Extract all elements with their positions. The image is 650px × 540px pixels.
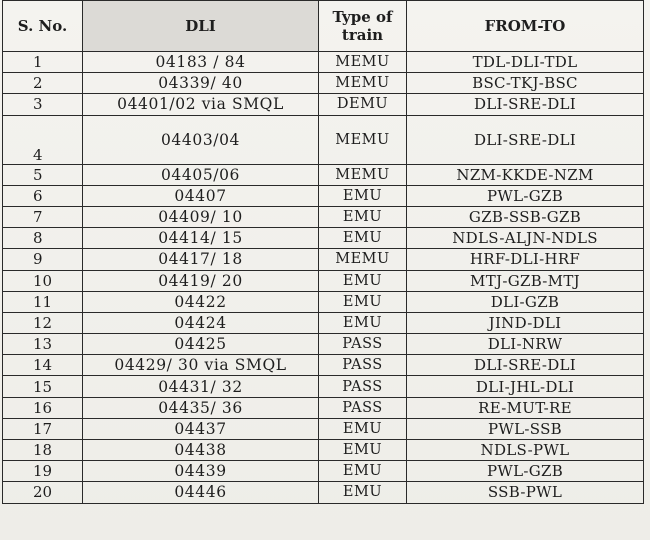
sno-cell: 15: [3, 376, 83, 397]
type-cell: MEMU: [319, 52, 407, 73]
route-cell: DLI-NRW: [407, 334, 644, 355]
type-cell: EMU: [319, 312, 407, 333]
sno-cell: 12: [3, 312, 83, 333]
dli-cell: 04183 / 84: [83, 52, 319, 73]
route-cell: PWL-SSB: [407, 418, 644, 439]
type-cell: EMU: [319, 418, 407, 439]
dli-cell: 04401/02 via SMQL: [83, 94, 319, 115]
table-row: [3, 270, 644, 291]
sno-cell: 3: [3, 94, 83, 115]
sno-cell: 16: [3, 397, 83, 418]
dli-cell: 04425: [83, 334, 319, 355]
table-row: [3, 397, 644, 418]
table-body: [3, 52, 644, 504]
header-route: FROM-TO: [407, 1, 644, 52]
route-cell: SSB-PWL: [407, 482, 644, 503]
route-cell: PWL-GZB: [407, 185, 644, 206]
type-cell: EMU: [319, 228, 407, 249]
table-row: [3, 355, 644, 376]
table-row: [3, 249, 644, 270]
sno-cell: 7: [3, 206, 83, 227]
dli-cell: 04431/ 32: [83, 376, 319, 397]
table-row: [3, 440, 644, 461]
type-cell: PASS: [319, 355, 407, 376]
table-row: [3, 73, 644, 94]
table-row: [3, 185, 644, 206]
dli-cell: 04339/ 40: [83, 73, 319, 94]
route-cell: DLI-JHL-DLI: [407, 376, 644, 397]
type-cell: EMU: [319, 291, 407, 312]
sno-cell: 10: [3, 270, 83, 291]
type-cell: EMU: [319, 185, 407, 206]
table-row: [3, 312, 644, 333]
type-cell: MEMU: [319, 164, 407, 185]
type-cell: EMU: [319, 206, 407, 227]
sno-cell: 11: [3, 291, 83, 312]
route-cell: BSC-TKJ-BSC: [407, 73, 644, 94]
type-cell: PASS: [319, 376, 407, 397]
dli-cell: 04417/ 18: [83, 249, 319, 270]
sno-cell: 5: [3, 164, 83, 185]
sno-cell: 13: [3, 334, 83, 355]
dli-cell: 04419/ 20: [83, 270, 319, 291]
table-row: [3, 94, 644, 115]
route-cell: DLI-SRE-DLI: [407, 115, 644, 164]
route-cell: NDLS-PWL: [407, 440, 644, 461]
type-cell: PASS: [319, 397, 407, 418]
dli-cell: 04446: [83, 482, 319, 503]
sno-cell: 19: [3, 461, 83, 482]
route-cell: RE-MUT-RE: [407, 397, 644, 418]
dli-cell: 04409/ 10: [83, 206, 319, 227]
route-cell: DLI-SRE-DLI: [407, 355, 644, 376]
dli-cell: 04435/ 36: [83, 397, 319, 418]
type-cell: EMU: [319, 440, 407, 461]
route-cell: TDL-DLI-TDL: [407, 52, 644, 73]
table-row: [3, 164, 644, 185]
dli-cell: 04405/06: [83, 164, 319, 185]
table-row: [3, 482, 644, 503]
dli-cell: 04407: [83, 185, 319, 206]
route-cell: PWL-GZB: [407, 461, 644, 482]
type-cell: MEMU: [319, 115, 407, 164]
route-cell: HRF-DLI-HRF: [407, 249, 644, 270]
sno-cell: 4: [3, 115, 83, 164]
dli-cell: 04424: [83, 312, 319, 333]
header-dli: DLI: [83, 1, 319, 52]
sno-cell: 6: [3, 185, 83, 206]
type-cell: PASS: [319, 334, 407, 355]
dli-cell: 04403/04: [83, 115, 319, 164]
route-cell: DLI-GZB: [407, 291, 644, 312]
sno-cell: 9: [3, 249, 83, 270]
header-type: Type of train: [319, 1, 407, 52]
dli-cell: 04438: [83, 440, 319, 461]
route-cell: JIND-DLI: [407, 312, 644, 333]
table-row: [3, 376, 644, 397]
type-cell: MEMU: [319, 73, 407, 94]
route-cell: NDLS-ALJN-NDLS: [407, 228, 644, 249]
table-row: [3, 461, 644, 482]
route-cell: GZB-SSB-GZB: [407, 206, 644, 227]
table-row: [3, 115, 644, 164]
type-cell: EMU: [319, 270, 407, 291]
sno-cell: 18: [3, 440, 83, 461]
sno-cell: 17: [3, 418, 83, 439]
route-cell: MTJ-GZB-MTJ: [407, 270, 644, 291]
sno-cell: 14: [3, 355, 83, 376]
dli-cell: 04422: [83, 291, 319, 312]
sno-cell: 1: [3, 52, 83, 73]
dli-cell: 04414/ 15: [83, 228, 319, 249]
table-row: [3, 418, 644, 439]
table-row: [3, 206, 644, 227]
table-header-row: [3, 1, 644, 52]
type-cell: DEMU: [319, 94, 407, 115]
table-row: [3, 291, 644, 312]
table-row: [3, 52, 644, 73]
table-row: [3, 228, 644, 249]
dli-cell: 04429/ 30 via SMQL: [83, 355, 319, 376]
header-sno: S. No.: [3, 1, 83, 52]
route-cell: NZM-KKDE-NZM: [407, 164, 644, 185]
type-cell: EMU: [319, 461, 407, 482]
dli-cell: 04439: [83, 461, 319, 482]
sno-cell: 2: [3, 73, 83, 94]
train-schedule-table: [2, 0, 644, 504]
dli-cell: 04437: [83, 418, 319, 439]
sno-cell: 20: [3, 482, 83, 503]
route-cell: DLI-SRE-DLI: [407, 94, 644, 115]
type-cell: EMU: [319, 482, 407, 503]
type-cell: MEMU: [319, 249, 407, 270]
sno-cell: 8: [3, 228, 83, 249]
table-row: [3, 334, 644, 355]
